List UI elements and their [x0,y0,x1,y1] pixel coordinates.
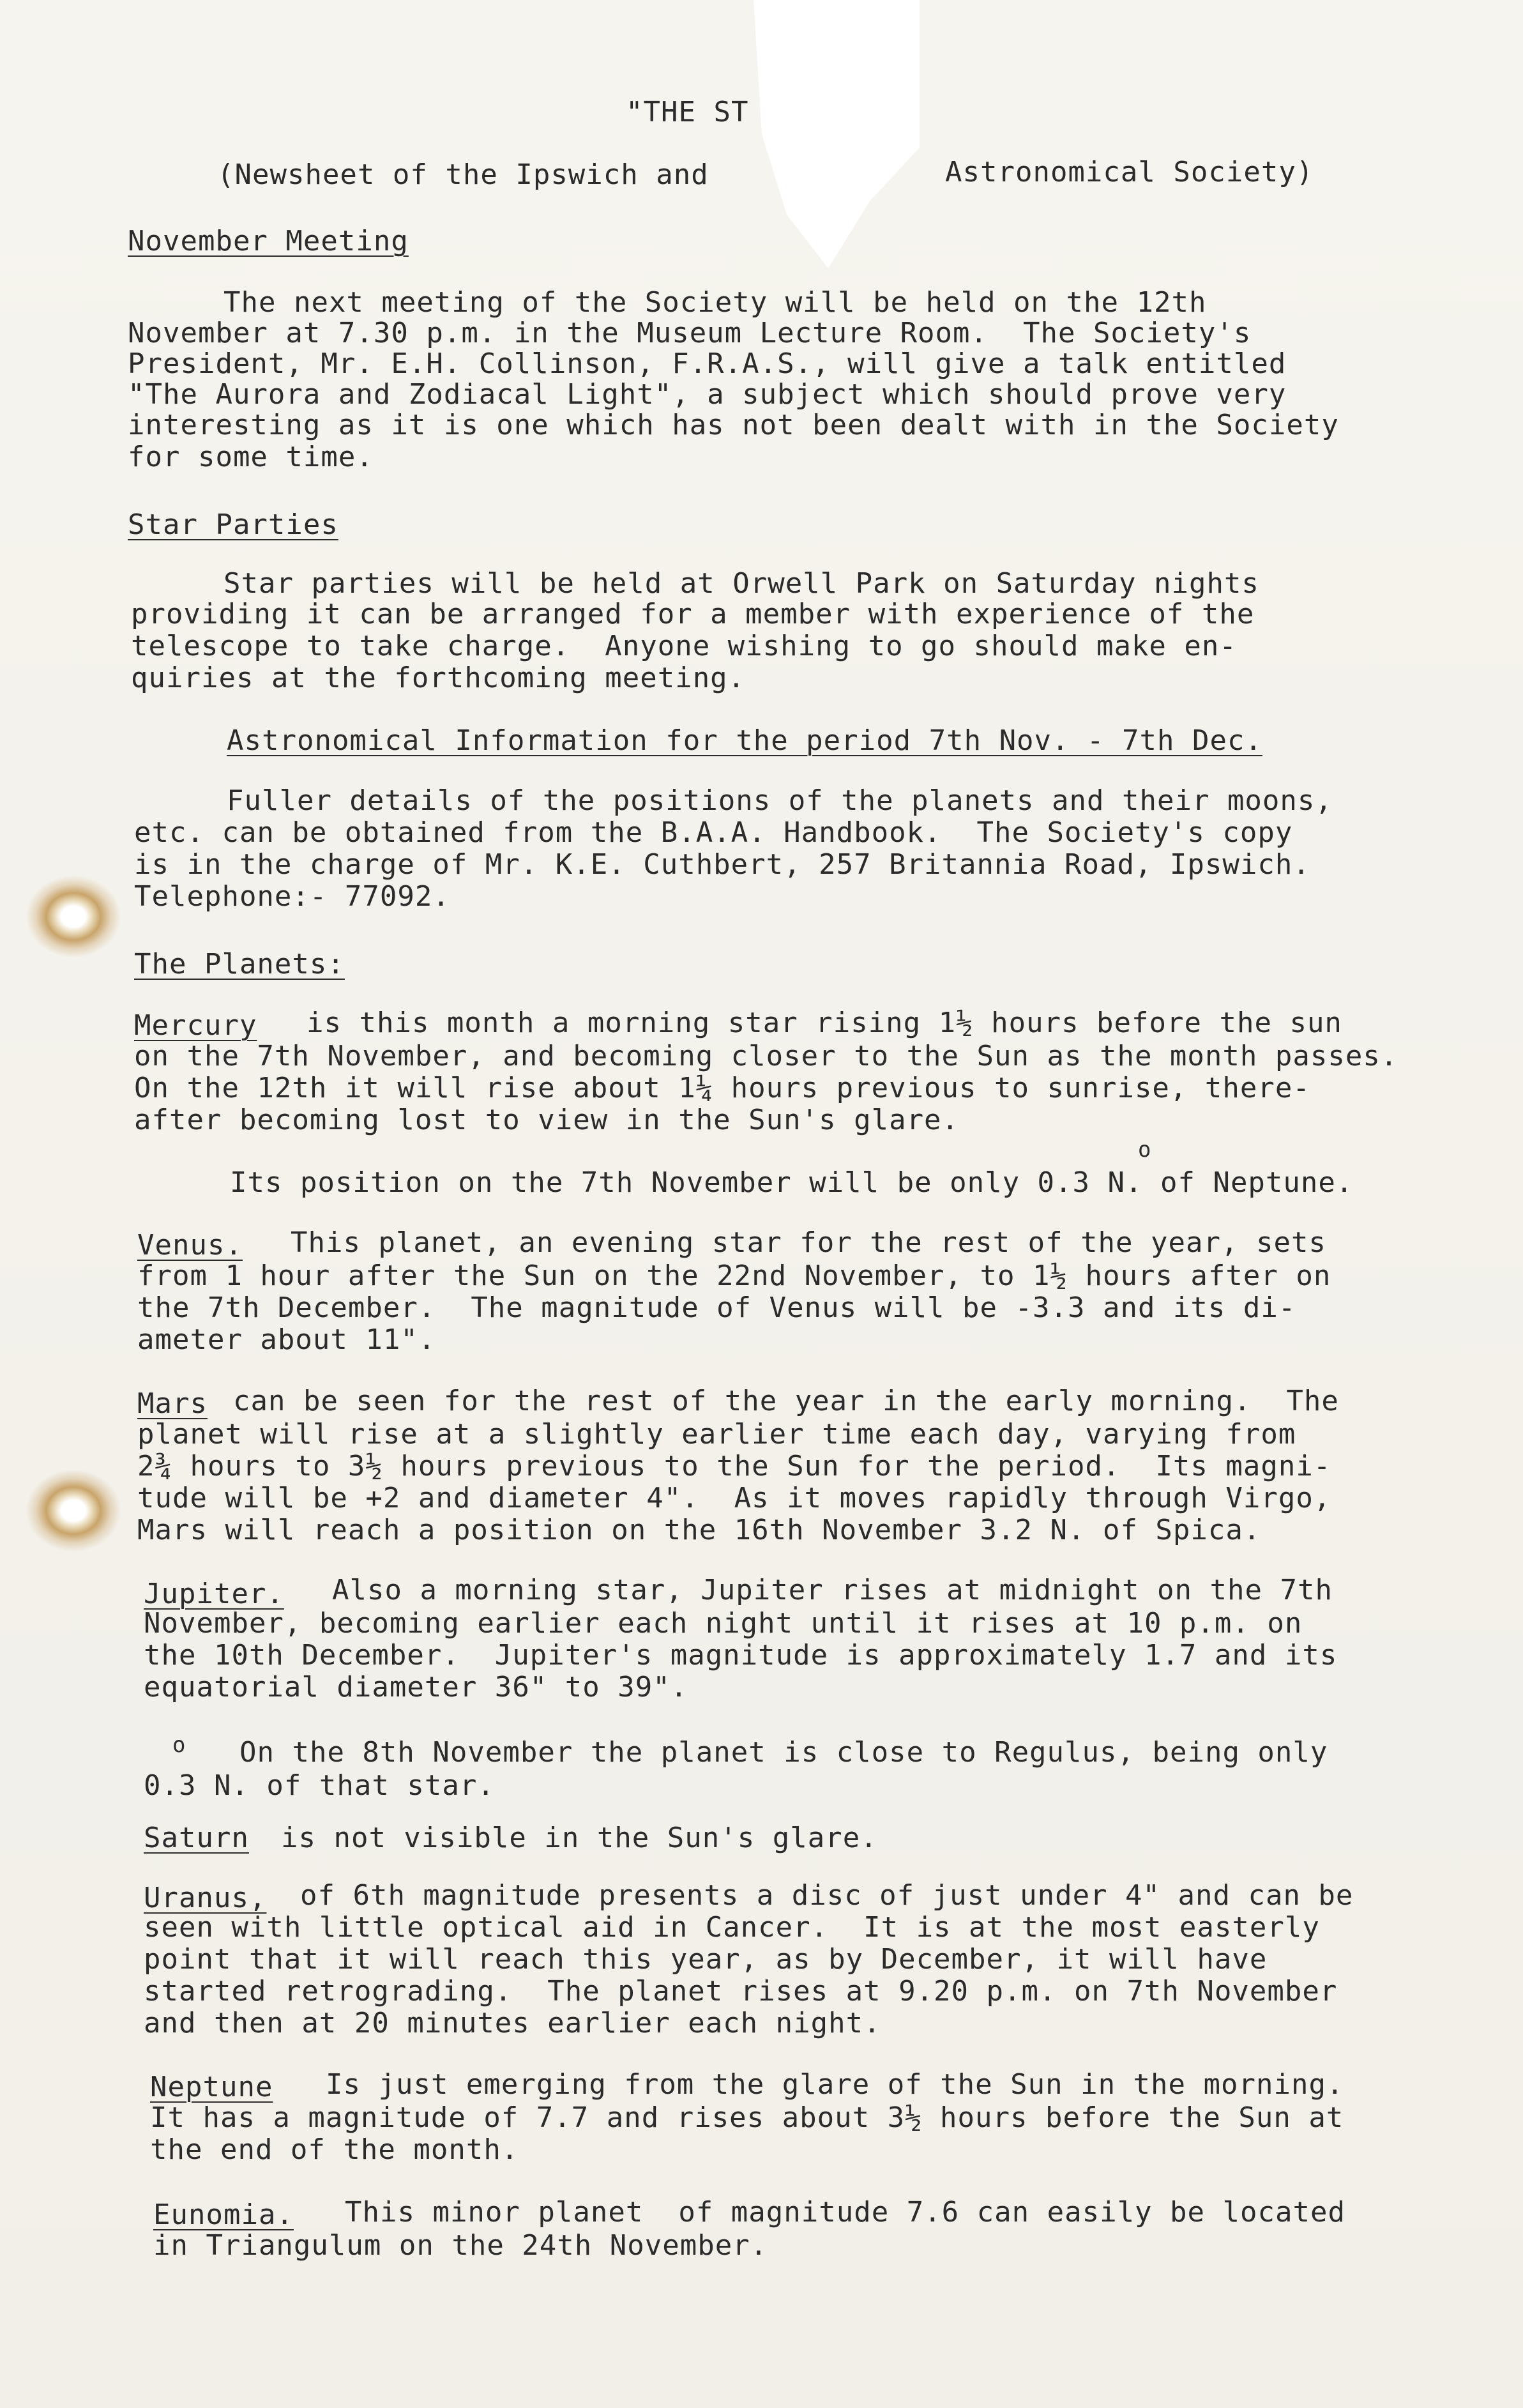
jupiter-extra: 0.3 N. of that star. [144,1769,495,1802]
subtitle: (Newsheet of the Ipswich and [217,158,709,191]
mars-line: planet will rise at a slightly earlier time each day, varying from [137,1418,1296,1451]
punch-hole-stain [26,1469,121,1552]
mercury-line: On the 12th it will rise about 1¼ hours previous to sunrise, there- [134,1072,1310,1104]
eunomia-line: This minor planet of magnitude 7.6 can easily be located [345,2196,1345,2229]
saturn-line: is not visible in the Sun's glare. [281,1822,878,1854]
neptune-line: It has a magnitude of 7.7 and rises about 3½ hours before the Sun at [150,2101,1344,2134]
jupiter-line: November, becoming earlier each night until it rises at 10 p.m. on [144,1607,1303,1640]
star-parties-heading: Star Parties [128,508,338,541]
punch-hole-stain [26,875,121,958]
star-parties-line: providing it can be arranged for a member with experience of the [131,598,1255,630]
november-line: November at 7.30 p.m. in the Museum Lecture Room. The Society's [128,317,1252,349]
subtitle-tail: Astronomical Society) [945,156,1314,188]
eunomia-name: Eunomia. [153,2198,294,2231]
venus-line: This planet, an evening star for the rest of the year, sets [291,1226,1326,1259]
astro-info-line: is in the charge of Mr. K.E. Cuthbert, 257 Britannia Road, Ipswich. [134,848,1310,881]
jupiter-name: Jupiter. [144,1578,284,1610]
november-line: President, Mr. E.H. Collinson, F.R.A.S., will give a talk entitled [128,347,1287,380]
uranus-line: of 6th magnitude presents a disc of just under 4" and can be [300,1879,1354,1912]
mars-line: 2¾ hours to 3½ hours previous to the Sun for the period. Its magni- [137,1450,1331,1482]
mars-line: Mars will reach a position on the 16th November 3.2 N. of Spica. [137,1514,1261,1546]
uranus-line: point that it will reach this year, as by December, it will have [144,1943,1268,1976]
astro-info-line: etc. can be obtained from the B.A.A. Handbook. The Society's copy [134,816,1293,849]
mercury-line: is this month a morning star rising 1½ hours before the sun [307,1007,1342,1039]
star-parties-line: telescope to take charge. Anyone wishing to go should make en- [131,630,1237,662]
planets-heading: The Planets: [134,948,345,980]
mercury-line: after becoming lost to view in the Sun's glare. [134,1104,960,1136]
uranus-name: Uranus, [144,1882,267,1914]
mercury-line: on the 7th November, and becoming closer to the Sun as the month passes. [134,1040,1398,1072]
mars-line: tude will be +2 and diameter 4". As it moves rapidly through Virgo, [137,1482,1331,1514]
saturn-name: Saturn [144,1822,249,1854]
november-line: "The Aurora and Zodiacal Light", a subject which should prove very [128,378,1287,411]
star-parties-line: quiries at the forthcoming meeting. [131,662,746,694]
degree-mark: o [172,1732,186,1758]
eunomia-line: in Triangulum on the 24th November. [153,2229,768,2262]
mercury-name: Mercury [134,1009,257,1042]
venus-line: the 7th December. The magnitude of Venus will be -3.3 and its di- [137,1292,1296,1324]
mercury-position: Its position on the 7th November will be only 0.3 N. of Neptune. [230,1166,1354,1199]
november-heading: November Meeting [128,225,409,257]
uranus-line: seen with little optical aid in Cancer. It is at the most easterly [144,1911,1320,1944]
jupiter-line: equatorial diameter 36" to 39". [144,1671,688,1703]
neptune-name: Neptune [150,2071,273,2103]
astro-info-heading: Astronomical Information for the period 7th Nov. - 7th Dec. [227,724,1262,757]
mars-line: can be seen for the rest of the year in the early morning. The [233,1385,1339,1417]
mars-name: Mars [137,1387,208,1420]
venus-line: from 1 hour after the Sun on the 22nd November, to 1½ hours after on [137,1260,1331,1292]
venus-name: Venus. [137,1229,243,1261]
neptune-line: Is just emerging from the glare of the Sun in the morning. [326,2068,1344,2101]
venus-line: ameter about 11". [137,1323,436,1356]
astro-info-line: Fuller details of the positions of the planets and their moons, [227,784,1333,817]
november-line: for some time. [128,441,374,473]
degree-mark: o [1138,1137,1151,1162]
november-line: The next meeting of the Society will be held on the 12th [224,286,1207,319]
november-line: interesting as it is one which has not been dealt with in the Society [128,409,1339,441]
astro-info-line: Telephone:- 77092. [134,880,450,913]
uranus-line: and then at 20 minutes earlier each night. [144,2007,881,2039]
uranus-line: started retrograding. The planet rises at 9.20 p.m. on 7th November [144,1975,1338,2008]
neptune-line: the end of the month. [150,2133,519,2166]
jupiter-extra: On the 8th November the planet is close to Regulus, being only [239,1736,1328,1769]
jupiter-line: Also a morning star, Jupiter rises at midnight on the 7th [332,1574,1333,1606]
jupiter-line: the 10th December. Jupiter's magnitude is approximately 1.7 and its [144,1639,1338,1672]
star-parties-line: Star parties will be held at Orwell Park on Saturday nights [224,567,1259,600]
page-title: "THE ST [626,96,749,128]
